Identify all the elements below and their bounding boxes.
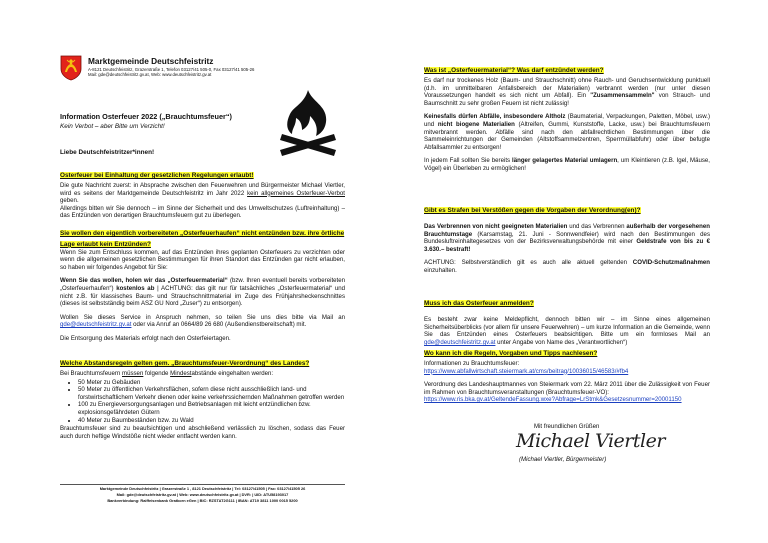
right-page: [384, 0, 768, 543]
section-text: Allerdings bitten wir Sie dennoch – im Sinne der Sicherheit und des Umweltschutzes (Luftreinhaltung) – das Entzünden von derartigen Brauchtumsfeuern gut zu überlegen.: [60, 204, 345, 220]
org-name: Marktgemeinde Deutschfeistritz: [88, 56, 214, 66]
section-text: Das Verbrennen von nicht geeigneten Materialien und das Verbrennen außerhalb der vorgesehenen Brauchtumstage (Karsamstag, 21. Juni - Sonnwendfeier) wird nach den Bestimmungen des Bundesluftreinhaltegesetzes von der Bezirksverwaltungsbehörde mit einer Geldstrafe von bis zu € 3.630.– bestraft!: [424, 223, 710, 253]
section-heading: Was ist „Osterfeuermaterial“? Was darf entzündet werden?: [424, 67, 604, 74]
section-text: Keinesfalls dürfen Abfälle, insbesondere Altholz (Baumaterial, Verpackungen, Paletten, Möbel, usw.) und nicht biogene Materialien (Altreifen, Gummi, Kunststoffe, Lacke, usw.) bei Brauchtumsfeuern mitverbrannt werden. Abfälle sind nach den abfallrechtlichen Bestimmungen über die Sammeleinrichtungen der Gemeinden (Altstoffsammelzentren, Sperrmüllabfuhr) oder über befugte Abfallsammler zu entsorgen!: [424, 113, 710, 151]
section-strafen: [424, 199, 710, 275]
page-divider: [60, 484, 345, 485]
section-heading: Muss ich das Osterfeuer anmelden?: [424, 300, 534, 307]
ris-link[interactable]: https://www.ris.bka.gv.at/GeltendeFassung.wxe?Abfrage=LrStmk&Gesetzesnummer=20001150: [424, 396, 682, 404]
section-text: Wenn Sie zum Entschluss kommen, auf das Entzünden ihres geplanten Osterfeuers zu verzichten oder wenn die allgemeinen gesetzlichen Bestimmungen für ihren Standort das Entzünden gar nicht erlauben, so haben wir folgendes Angebot für Sie:: [60, 248, 345, 271]
info-label: Informationen zu Brauchtumsfeuer:: [424, 360, 520, 367]
disposal-text: Die Entsorgung des Materials erfolgt nach den Osterfeiertagen.: [60, 334, 231, 342]
section-text: Die gute Nachricht zuerst: in Absprache zwischen den Feuerwehren und Bürgermeister Michael Viertler, wird es seitens der Marktgemeinde Deutschfeistritz im Jahr 2022 kein allgemeines Osterfeuer-Verbot geben.: [60, 182, 345, 205]
section-text: Es besteht zwar keine Meldepflicht, dennoch bitten wir – im Sinne eines allgemeinen Sicherheitsüberblicks (vor allem für unsere Feuerwehren) – um kurze Information an die Gemeinde, wenn Sie das Entzünden eines Osterfeuers beabsichtigen. Bitte um ein formloses Mail an gde@deutschfeistritz.gv.at unter Angabe von Name des „Verantwortlichen“): [424, 316, 710, 346]
footer-line: Bankverbindung: Raiffeisenbank Gratkorn eGen | BIC: RZSTAT2G111 | IBAN: AT19 3811 1000 0015 5200: [107, 498, 298, 503]
section-text: Verordnung des Landeshauptmannes von Steiermark vom 22. März 2011 über die Zulässigkeit von Feuer im Rahmen von Brauchtumsveranstaltungen (Brauchtumsfeuer-VO):: [424, 381, 710, 396]
coat-of-arms-logo: [60, 55, 82, 81]
greeting: Liebe Deutschfeistritzer*innen!: [60, 149, 155, 156]
section-text: In jedem Fall sollten Sie bereits länger gelagertes Material umlagern, um Kleintieren (z.B. Igel, Mäuse, Vögel) ein Überleben zu ermöglichen!: [424, 157, 710, 172]
signer-name: (Michael Viertler, Bürgermeister): [519, 456, 607, 463]
section-regeln-nachlesen: [424, 342, 710, 404]
footer-line: Marktgemeinde Deutschfeistritz | Grazerstraße 1 , 8121 Deutschfeistritz | Tel: 03127/41505 | Fax: 03127/41505 26: [99, 486, 306, 491]
fire-icon: [276, 88, 340, 158]
footer-line: Mail: gde@deutschfeistritz.gv.at | Web: www.deutschfeistritz.gv.at | DVR: | UID: ATU58193017: [116, 492, 289, 497]
email-link[interactable]: gde@deutschfeistritz.gv.at: [60, 321, 132, 329]
list-item: • 50 Meter zu öffentlichen Verkehrsflächen, sofern diese nicht ausschließlich land- und forstwirtschaftlichem Verkehr dienen oder keine verkehrssichernden Maßnahmen getroffen werden: [78, 386, 345, 401]
section-anmeldung: [424, 292, 710, 346]
distance-list: [60, 379, 345, 425]
section-heading: Wo kann ich die Regeln, Vorgaben und Tipps nachlesen?: [424, 350, 598, 357]
list-item: • 40 Meter zu Baumbeständen bzw. zu Wald: [78, 417, 345, 425]
section-abstandsregeln: [60, 352, 345, 440]
org-contact: Mail: gde@deutschfeistritz.gv.at, Web: www.deutschfeistritz.gv.at: [88, 72, 212, 77]
section-osterfeuermaterial: [424, 59, 710, 173]
section-text: Bei Brauchtumsfeuern müssen folgende Mindestabstände eingehalten werden:: [60, 370, 274, 377]
section-heading: Welche Abstandsregeln gelten gem. „Brauchtumsfeuer-Verordnung“ des Landes?: [60, 360, 310, 367]
page-subtitle: Kein Verbot – aber Bitte um Verzicht!: [60, 123, 165, 130]
list-item: • 100 zu Energieversorgungsanlagen und Betriebsanlagen mit leicht entzündlichen bzw. explosionsgefährdeten Gütern: [78, 401, 345, 416]
section-heading: Sie wollen den eigentlich vorbereiteten „Osterfeuerhaufen“ nicht entzünden bzw. ihre örtliche Lage erlaubt kein Entzünden?: [60, 230, 345, 248]
closing-text: Mit freundlichen Grüßen: [534, 423, 600, 430]
section-heading: Gibt es Strafen bei Verstößen gegen die Vorgaben der Verordnung(en)?: [424, 207, 641, 214]
section-heading: Osterfeuer bei Einhaltung der gesetzlichen Regelungen erlaubt!: [60, 172, 254, 179]
page-title: Information Osterfeuer 2022 („Brauchtumsfeuer“): [60, 112, 232, 121]
footer: [60, 486, 345, 504]
covid-text: ACHTUNG: Selbstverständlich gilt es auch alle aktuell geltenden COVID-Schutzmaßnahmen einzuhalten.: [424, 259, 710, 274]
email-link[interactable]: gde@deutschfeistritz.gv.at: [424, 338, 496, 346]
signature: Michael Viertler: [516, 430, 665, 452]
section-material-abholung: [60, 227, 345, 343]
contact-text: Wollen Sie dieses Service in Anspruch nehmen, so teilen Sie uns dies bitte via Mail an gde@deutschfeistritz.gv.at oder via Anruf an 0664/89 26 680 (Außendienstbereitschaft) mit.: [60, 313, 345, 329]
info-link[interactable]: https://www.abfallwirtschaft.steiermark.at/cms/beitrag/10036015/46583/#fb4: [424, 367, 629, 375]
section-text: Brauchtumsfeuer sind zu beaufsichtigen und abschließend verlässlich zu löschen, sodass das Feuer auch durch heftige Windstöße nicht wieder entfacht werden kann.: [60, 425, 345, 440]
section-text: Es darf nur trockenes Holz (Baum- und Strauchschnitt) ohne Rauch- und Geruchsentwicklung punktuell (d.h. im unmittelbaren Anfallsbereich der Materialien) verbrannt werden (nur unter diesen Voraussetzungen handelt es sich nicht um Abfall). Ein "Zusammensammeln" von Strauch- und Baumschnitt zu sehr großen Feuern ist nicht zulässig!: [424, 77, 710, 107]
list-item: • 50 Meter zu Gebäuden: [78, 379, 345, 387]
offer-text: Wenn Sie das wollen, holen wir das „Osterfeuermaterial“ (bzw. Ihren eventuell bereits vorbereiteten „Osterfeuerhaufen“) kostenlos ab | ACHTUNG: das gilt nur für tatsächliches „Osterfeuermaterial“ und nicht z.B. für klassisches Baum- und Strauchschnittmaterial im Zuge des Frühjahrsheckenschnittes (dieses ist selbstständig beim ASZ GU Nord „Zuser“) zu entsorgen).: [60, 277, 345, 308]
org-address: A-8121 Deutschfeistritz, Grazerstraße 1, Telefon 03127/41 505-0, Fax 03127/41 505-26: [88, 67, 255, 72]
section-osterfeuer-erlaubt: [60, 164, 345, 220]
